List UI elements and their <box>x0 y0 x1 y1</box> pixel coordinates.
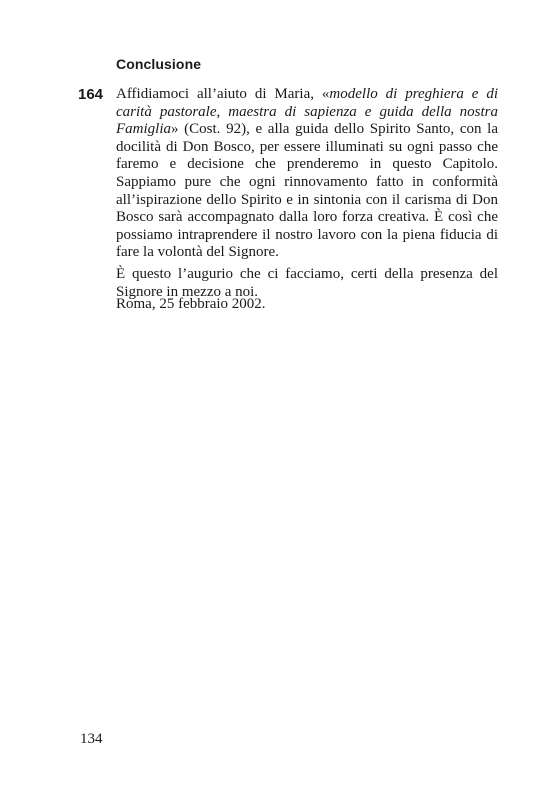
quote-open-mark: « <box>321 86 330 102</box>
quote-italic: modello di preghiera e di carità pastorale, maestra di sapienza e guida della nostra Famiglia <box>116 86 498 138</box>
paragraph-number: 164 <box>78 86 104 103</box>
paragraph-1-part-1: Affidiamoci all’aiuto di Maria, <box>116 86 322 102</box>
paragraph-1-part-2: (Cost. 92), e alla guida dello Spirito Santo, con la docilità di Don Bosco, per essere illuminati su ogni passo che faremo e decisione che prenderemo in questo Capitolo. Sappiamo pure che ogni rinnovamento fatto in conformità all’ispirazione dello Spirito e in sintonia con il carisma di Don Bosco sarà accompagnato dalla loro forza creativa. È così che possiamo intraprendere il nostro lavoro con la piena fiducia di fare la volontà del Signore. <box>116 121 498 261</box>
page-number: 134 <box>80 731 103 747</box>
date-line: Roma, 25 febbraio 2002. <box>116 296 266 312</box>
paragraph-1 <box>116 86 498 262</box>
section-heading: Conclusione <box>116 56 202 72</box>
quote-close-mark: » <box>171 121 179 138</box>
body-text <box>116 86 498 301</box>
paragraph-2: È questo l’augurio che ci facciamo, certi della presenza del Signore in mezzo a noi. <box>116 265 498 300</box>
